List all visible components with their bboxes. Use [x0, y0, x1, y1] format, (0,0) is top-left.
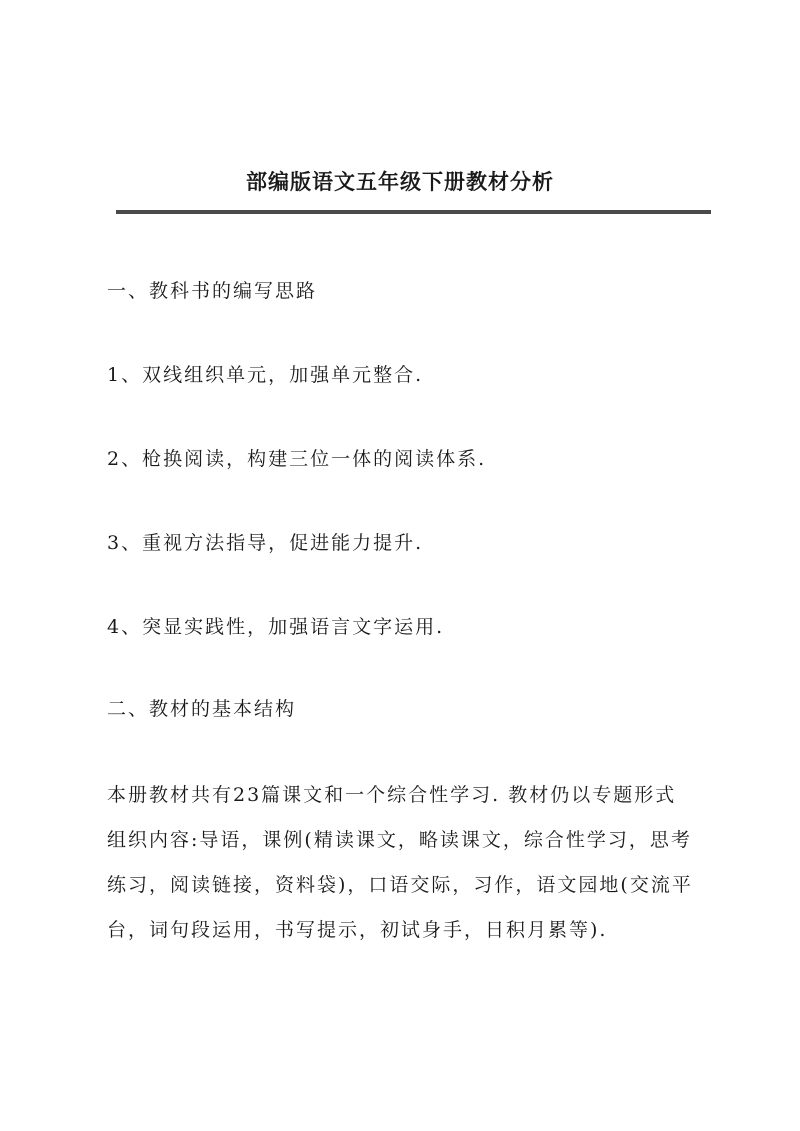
paragraph-line: 本册教材共有23篇课文和一个综合性学习. 教材仍以专题形式: [107, 784, 677, 806]
point-2: 2、枪换阅读，构建三位一体的阅读体系.: [107, 448, 487, 470]
point-3: 3、重视方法指导，促进能力提升.: [107, 532, 424, 554]
paragraph-line: 台，词句段运用，书写提示，初试身手，日积月累等).: [107, 919, 608, 941]
title-underline: [116, 210, 711, 214]
document-title: 部编版语文五年级下册教材分析: [246, 169, 554, 194]
point-1: 1、双线组织单元，加强单元整合.: [107, 364, 424, 386]
section-heading-1: 一、教科书的编写思路: [107, 280, 318, 302]
paragraph-line: 练习，阅读链接，资料袋)，口语交际，习作，语文园地(交流平: [107, 874, 693, 896]
section-heading-2: 二、教材的基本结构: [107, 698, 297, 720]
structure-paragraph: [107, 773, 717, 953]
point-4: 4、突显实践性，加强语言文字运用.: [107, 616, 445, 638]
paragraph-line: 组织内容:导语，课例(精读课文，略读课文，综合性学习，思考: [107, 829, 692, 851]
